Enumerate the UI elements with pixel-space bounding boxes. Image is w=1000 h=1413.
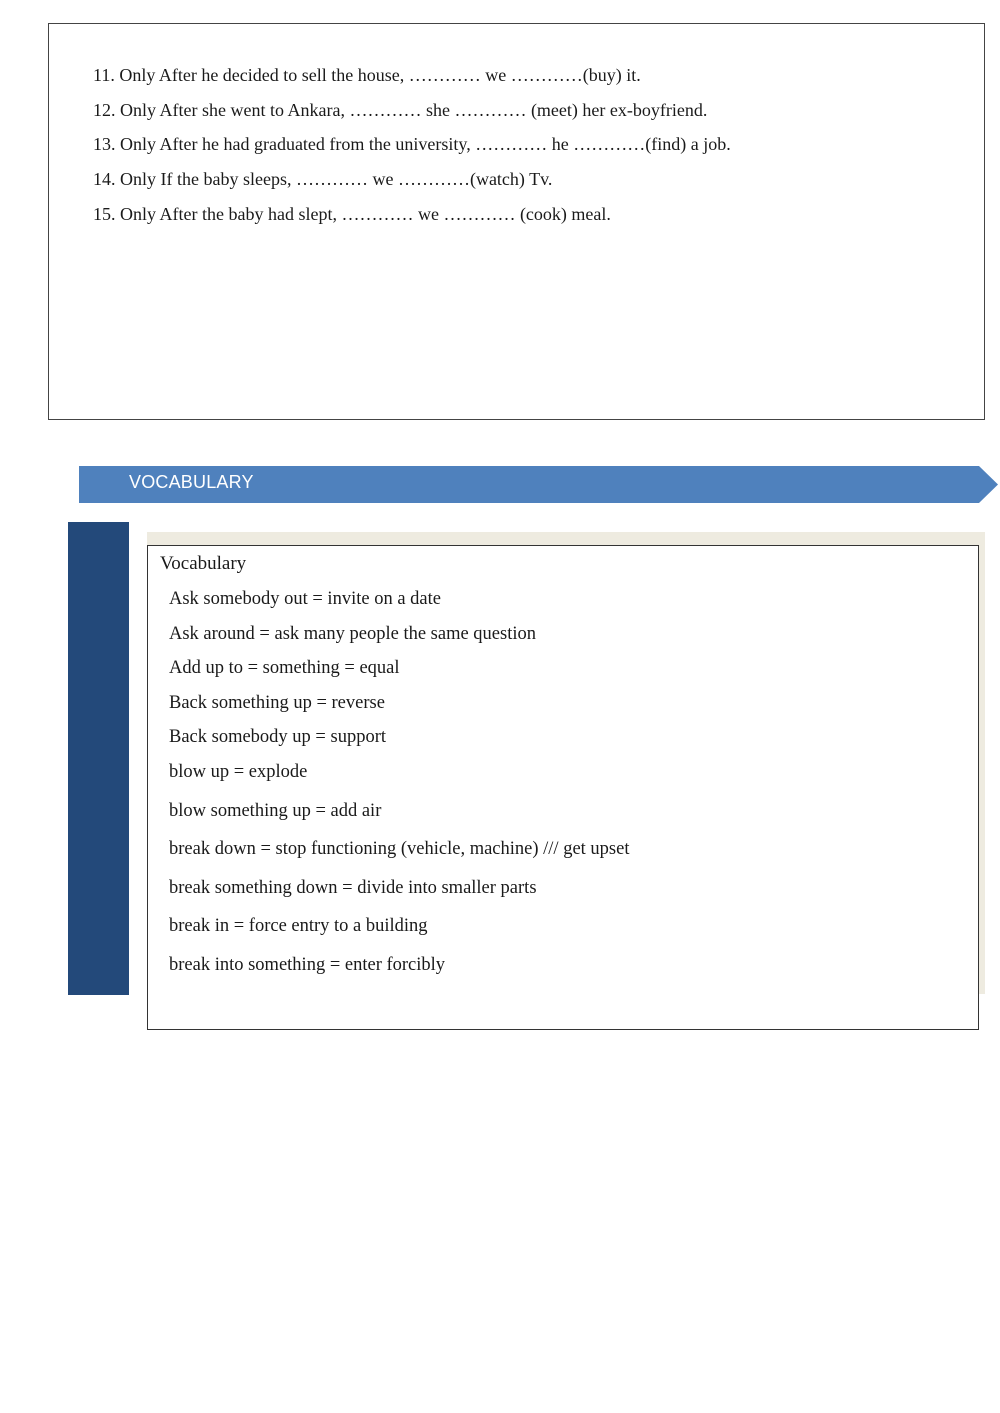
vocab-item: break in = force entry to a building	[169, 916, 428, 936]
vocab-item: break down = stop functioning (vehicle, machine) /// get upset	[169, 839, 630, 859]
exercise-item-13: 13. Only After he had graduated from the university, ………… he …………(find) a job.	[93, 134, 731, 155]
exercise-box	[48, 23, 985, 420]
vocab-item: Add up to = something = equal	[169, 658, 400, 678]
vocabulary-list	[169, 589, 629, 975]
exercise-list	[93, 65, 731, 238]
exercise-item-14: 14. Only If the baby sleeps, ………… we …………(watch) Tv.	[93, 169, 553, 190]
vocab-item: blow something up = add air	[169, 800, 382, 821]
exercise-item-15: 15. Only After the baby had slept, ………… we ………… (cook) meal.	[93, 203, 611, 224]
vocab-item: Back something up = reverse	[169, 692, 385, 713]
vocabulary-heading: Vocabulary	[160, 553, 247, 574]
exercise-item-11: 11. Only After he decided to sell the house, ………… we …………(buy) it.	[93, 65, 641, 85]
vocab-item: Ask somebody out = invite on a date	[169, 589, 441, 609]
vocabulary-box	[147, 545, 979, 1030]
vocab-item: break into something = enter forcibly	[169, 954, 446, 975]
banner-title: VOCABULARY	[129, 472, 254, 492]
vocab-item: Ask around = ask many people the same question	[169, 623, 536, 644]
vocab-item: break something down = divide into smaller parts	[169, 877, 537, 898]
vocabulary-banner	[79, 466, 998, 503]
vocab-item: Back somebody up = support	[169, 727, 386, 747]
vocab-item: blow up = explode	[169, 761, 308, 782]
side-accent-bar	[68, 522, 129, 995]
exercise-item-12: 12. Only After she went to Ankara, ………… she ………… (meet) her ex-boyfriend.	[93, 99, 708, 120]
